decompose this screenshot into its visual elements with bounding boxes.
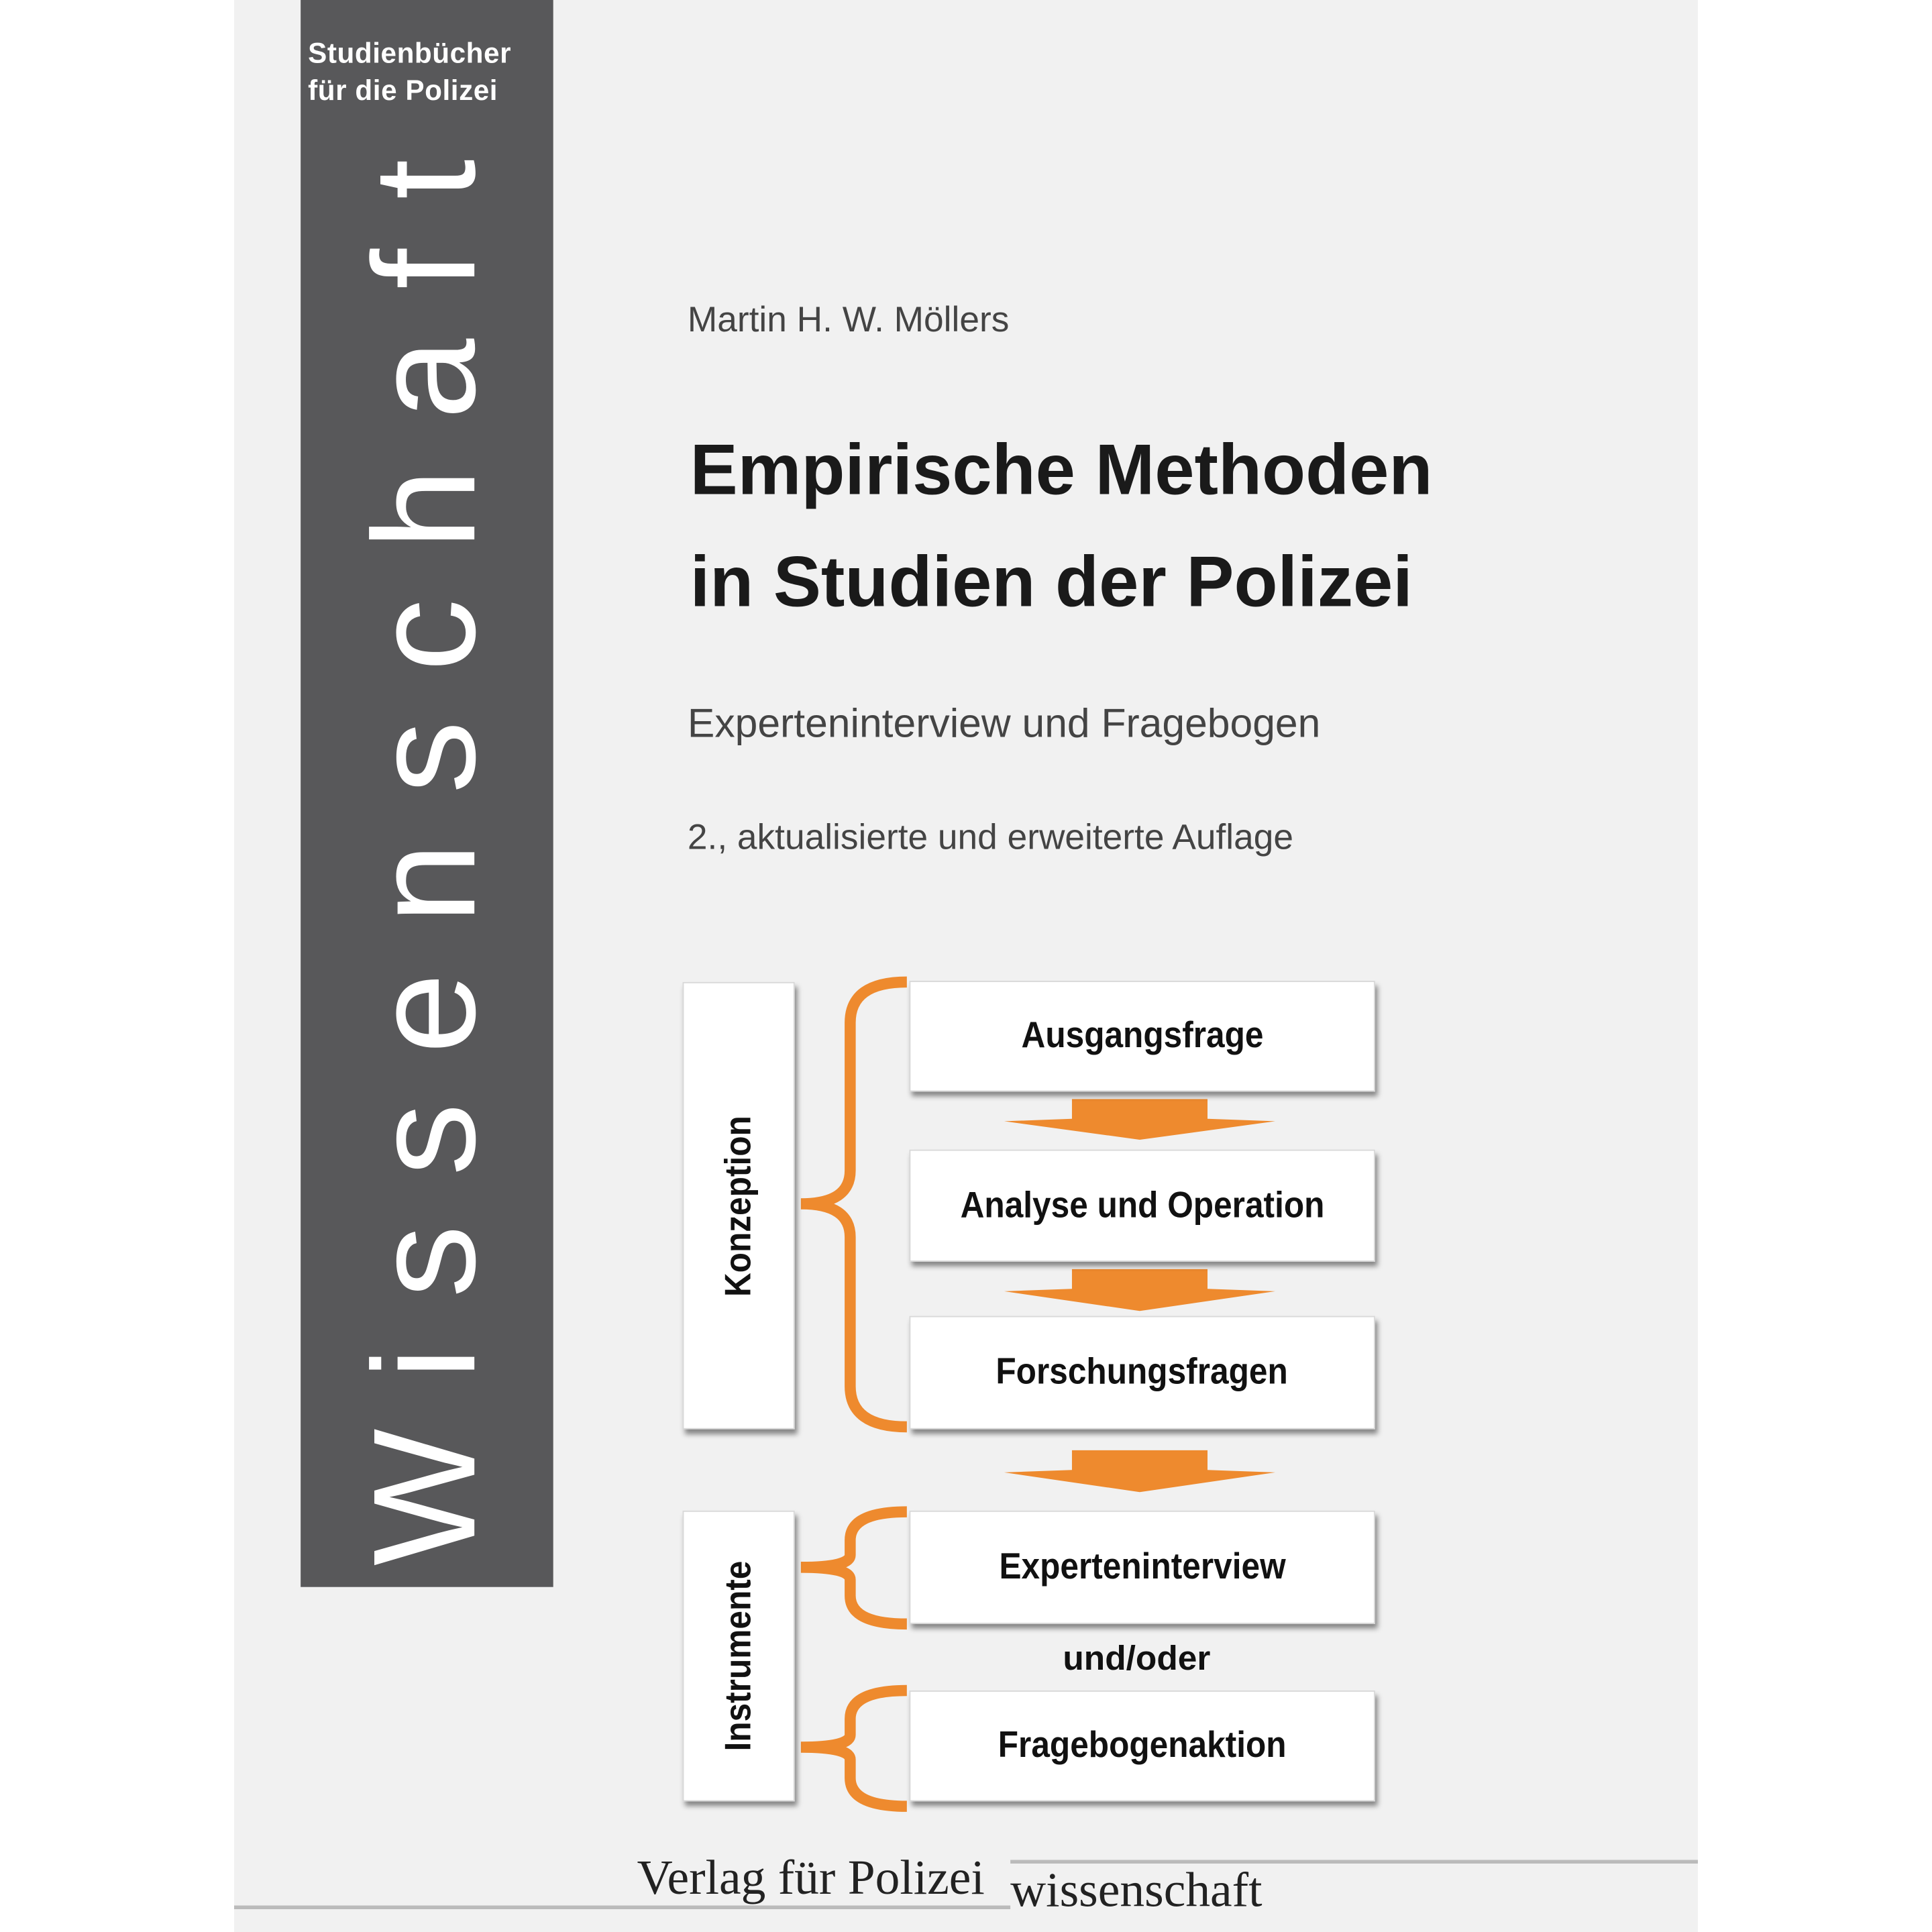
brace-konzeption [801, 982, 907, 1427]
publisher-name-part2: wissenschaft [1010, 1862, 1263, 1917]
connector-label: und/oder [1063, 1638, 1211, 1677]
group-instrumente [683, 1511, 795, 1801]
group-label: Konzeption [717, 1115, 759, 1297]
subtitle: Experteninterview und Fragebogen [687, 700, 1321, 746]
step-label: Experteninterview [999, 1546, 1286, 1587]
step-label: Analyse und Operation [960, 1185, 1325, 1226]
edition: 2., aktualisierte und erweiterte Auflage [687, 818, 1293, 858]
step-label: Forschungsfragen [996, 1351, 1289, 1393]
arrow-down-icon [1004, 1450, 1275, 1492]
step-box [910, 981, 1375, 1091]
brace-fragebogenaktion [801, 1690, 907, 1807]
step-label: Fragebogenaktion [998, 1725, 1287, 1766]
author: Martin H. W. Möllers [687, 301, 1010, 340]
title-line-1: Empirische Methoden [690, 430, 1433, 511]
step-box [910, 1150, 1375, 1262]
publisher-name-part1: Verlag für Polizei [637, 1849, 985, 1905]
step-box [910, 1316, 1375, 1430]
brace-experteninterview [801, 1512, 907, 1624]
arrow-down-icon [1004, 1099, 1275, 1140]
group-konzeption [683, 982, 795, 1430]
series-line-2: für die Polizei [308, 74, 498, 106]
step-box [910, 1690, 1375, 1801]
spine-word: Wissenschaft [343, 109, 506, 1566]
step-box [910, 1511, 1375, 1624]
arrow-down-icon [1004, 1269, 1275, 1311]
title-line-2: in Studien der Polizei [690, 542, 1413, 623]
series-line-1: Studienbücher [308, 37, 512, 69]
group-label: Instrumente [717, 1560, 759, 1752]
step-label: Ausgangsfrage [1021, 1015, 1264, 1057]
